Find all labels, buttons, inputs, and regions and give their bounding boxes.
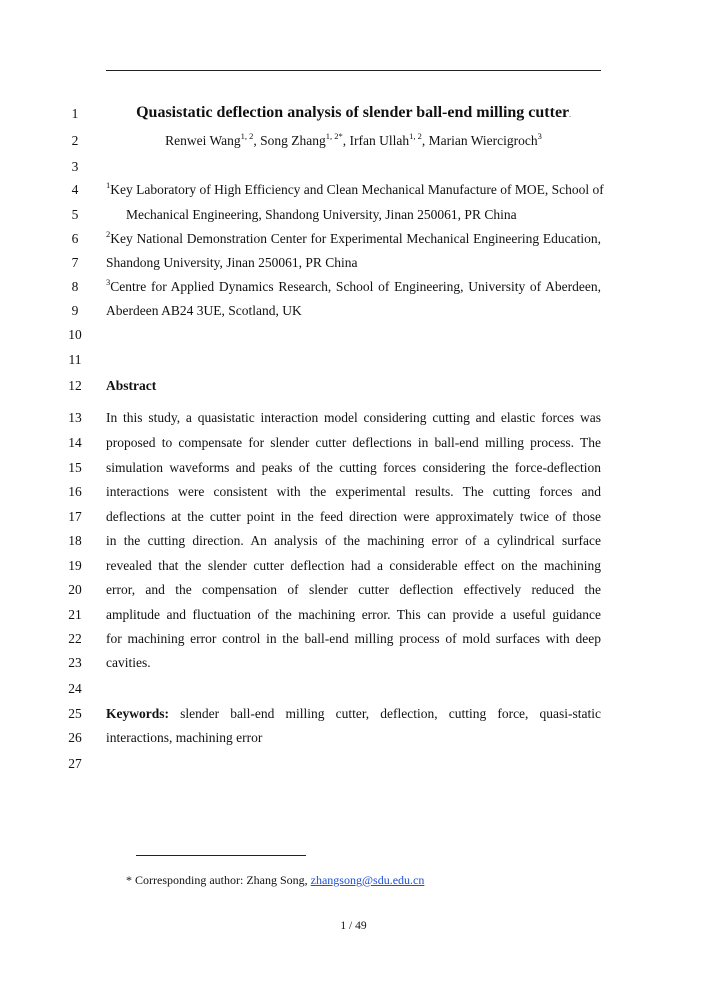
- line-number: 13: [68, 410, 82, 425]
- line-number: 23: [68, 655, 82, 670]
- line-number: 6: [71, 231, 79, 246]
- line-number: 17: [68, 509, 82, 524]
- abstract-line: In this study, a quasistatic interaction model considering cutting and elastic forces was: [106, 410, 601, 425]
- line-number: 5: [71, 207, 79, 222]
- keywords-text: slender ball-end milling cutter, deflection, cutting force, quasi-static: [180, 706, 602, 721]
- author-separator: ,: [342, 133, 350, 148]
- author-list: [106, 130, 601, 149]
- affiliation-2-line-2: Shandong University, Jinan 250061, PR China: [106, 255, 358, 270]
- line-number: 8: [71, 279, 79, 294]
- abstract-line: revealed that the slender cutter deflection had a considerable effect on the machining: [106, 558, 601, 573]
- line-number: 3: [71, 159, 79, 174]
- footnote-text: * Corresponding author: Zhang Song,: [126, 873, 311, 887]
- page-number: 1 / 49: [340, 920, 367, 932]
- keywords-line-2: interactions, machining error: [106, 730, 263, 745]
- keywords-label: Keywords:: [106, 706, 169, 721]
- author-name: Marian Wiercigroch: [428, 133, 538, 148]
- author-separator: ,: [421, 133, 429, 148]
- affiliation-marker: 1: [106, 179, 111, 190]
- line-number: 2: [71, 133, 79, 148]
- abstract-line: interactions were consistent with the experimental results. The cutting forces and: [106, 484, 601, 499]
- author-separator: ,: [253, 133, 261, 148]
- affiliation-2-line-1: [106, 228, 601, 247]
- line-number: 7: [71, 255, 79, 270]
- line-number: 15: [68, 460, 82, 475]
- author-name: Irfan Ullah: [349, 133, 410, 148]
- line-number: 16: [68, 484, 82, 499]
- title-trail: .: [569, 111, 571, 119]
- footnote-rule: [136, 855, 306, 856]
- affiliation-text: Centre for Applied Dynamics Research, School of Engineering, University of Aberdeen,: [110, 279, 601, 294]
- abstract-line: for machining error control in the ball-end milling process of mold surfaces with deep: [106, 631, 601, 646]
- abstract-line: amplitude and fluctuation of the machining error. This can provide a useful guidance: [106, 607, 601, 622]
- line-number: 26: [68, 730, 82, 745]
- affiliation-marker: 3: [106, 276, 111, 287]
- author-affiliation: 1, 2: [409, 130, 422, 141]
- line-number: 22: [68, 631, 82, 646]
- line-number: 24: [68, 681, 82, 696]
- header-rule: [106, 70, 601, 71]
- line-number: 20: [68, 582, 82, 597]
- line-number: 12: [68, 378, 82, 393]
- line-number: 19: [68, 558, 82, 573]
- keywords-line-1: [106, 706, 601, 722]
- line-number: 25: [68, 706, 82, 721]
- abstract-line: error, and the compensation of slender cutter deflection effectively reduced the: [106, 582, 601, 597]
- affiliation-1-line-1: [106, 179, 604, 198]
- line-number: 1: [71, 106, 79, 121]
- affiliation-1-line-2: Mechanical Engineering, Shandong University, Jinan 250061, PR China: [126, 207, 517, 222]
- author-name: Song Zhang: [260, 133, 326, 148]
- affiliation-marker: 2: [106, 228, 111, 239]
- line-number: 14: [68, 435, 82, 450]
- abstract-line: cavities.: [106, 655, 151, 670]
- line-number: 21: [68, 607, 82, 622]
- abstract-line: in the cutting direction. An analysis of the machining error of a cylindrical surface: [106, 533, 601, 548]
- abstract-line: deflections at the cutter point in the feed direction were approximately twice of those: [106, 509, 601, 524]
- affiliation-text: Key Laboratory of High Efficiency and Clean Mechanical Manufacture of MOE, School of: [110, 182, 604, 197]
- abstract-heading: Abstract: [106, 378, 157, 393]
- paper-title-text: Quasistatic deflection analysis of slender ball-end milling cutter: [136, 104, 570, 121]
- affiliation-3-line-2: Aberdeen AB24 3UE, Scotland, UK: [106, 303, 302, 318]
- author-affiliation: 1, 2*: [325, 130, 343, 141]
- author-affiliation: 1, 2: [240, 130, 254, 141]
- line-number: 27: [68, 756, 82, 771]
- author-name: Renwei Wang: [165, 133, 241, 148]
- email-link[interactable]: zhangsong@sdu.edu.cn: [310, 873, 425, 887]
- line-number: 9: [71, 303, 79, 318]
- line-number: 10: [68, 327, 82, 342]
- abstract-line: proposed to compensate for slender cutter deflections in ball-end milling process. The: [106, 435, 601, 450]
- paper-title: [106, 104, 601, 124]
- line-number: 18: [68, 533, 82, 548]
- line-number: 4: [71, 182, 79, 197]
- author-affiliation: 3: [537, 130, 542, 141]
- abstract-line: simulation waveforms and peaks of the cutting forces considering the force-deflection: [106, 460, 601, 475]
- affiliation-text: Key National Demonstration Center for Experimental Mechanical Engineering Education,: [110, 231, 601, 246]
- line-number: 11: [68, 352, 82, 367]
- affiliation-3-line-1: [106, 276, 601, 295]
- corresponding-author-footnote: [126, 873, 424, 887]
